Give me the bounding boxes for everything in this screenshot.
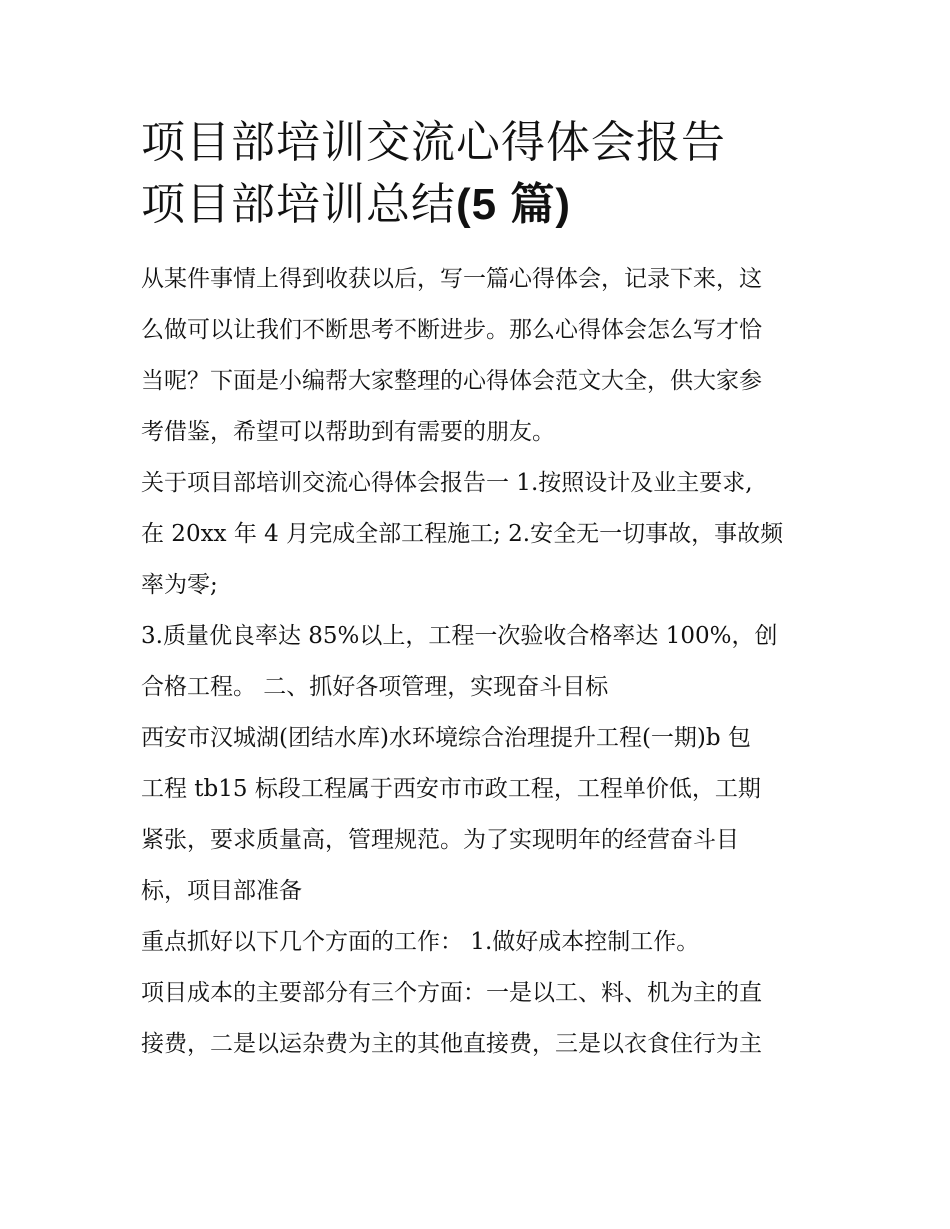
body-line: 工程 tb15 标段工程属于西安市市政工程，工程单价低，工期 — [141, 776, 761, 802]
title-line-1: 项目部培训交流心得体会报告 — [141, 117, 726, 168]
body-line: 接费，二是以运杂费为主的其他直接费，三是以衣食住行为主 — [141, 1031, 762, 1057]
body-line: 重点抓好以下几个方面的工作： 1.做好成本控制工作。 — [141, 929, 700, 955]
document-title — [141, 112, 821, 236]
body-line: 紧张，要求质量高，管理规范。为了实现明年的经营奋斗目 — [141, 827, 739, 853]
body-line: 从某件事情上得到收获以后，写一篇心得体会，记录下来，这 — [141, 266, 762, 292]
document-page — [141, 112, 821, 1070]
body-line: 项目成本的主要部分有三个方面：一是以工、料、机为主的直 — [141, 980, 762, 1006]
body-line: 么做可以让我们不断思考不断进步。那么心得体会怎么写才恰 — [141, 317, 762, 343]
document-body — [141, 254, 821, 1070]
body-line: 率为零; — [141, 572, 218, 598]
title-line-2 — [141, 174, 821, 236]
body-line: 西安市汉城湖(团结水库)水环境综合治理提升工程(一期)b 包 — [141, 725, 751, 751]
body-line: 3.质量优良率达 85%以上，工程一次验收合格率达 100%，创 — [141, 623, 778, 649]
body-line: 考借鉴，希望可以帮助到有需要的朋友。 — [141, 419, 555, 445]
body-line: 合格工程。 二、抓好各项管理，实现奋斗目标 — [141, 674, 609, 700]
body-line: 标，项目部准备 — [141, 878, 302, 904]
body-line: 关于项目部培训交流心得体会报告一 1.按照设计及业主要求, — [141, 470, 753, 496]
title-line-2-count: (5 篇) — [456, 180, 571, 229]
title-line-2-text: 项目部培训总结 — [141, 179, 456, 230]
body-line: 当呢？下面是小编帮大家整理的心得体会范文大全，供大家参 — [141, 368, 762, 394]
body-line: 在 20xx 年 4 月完成全部工程施工; 2.安全无一切事故，事故频 — [141, 521, 784, 547]
